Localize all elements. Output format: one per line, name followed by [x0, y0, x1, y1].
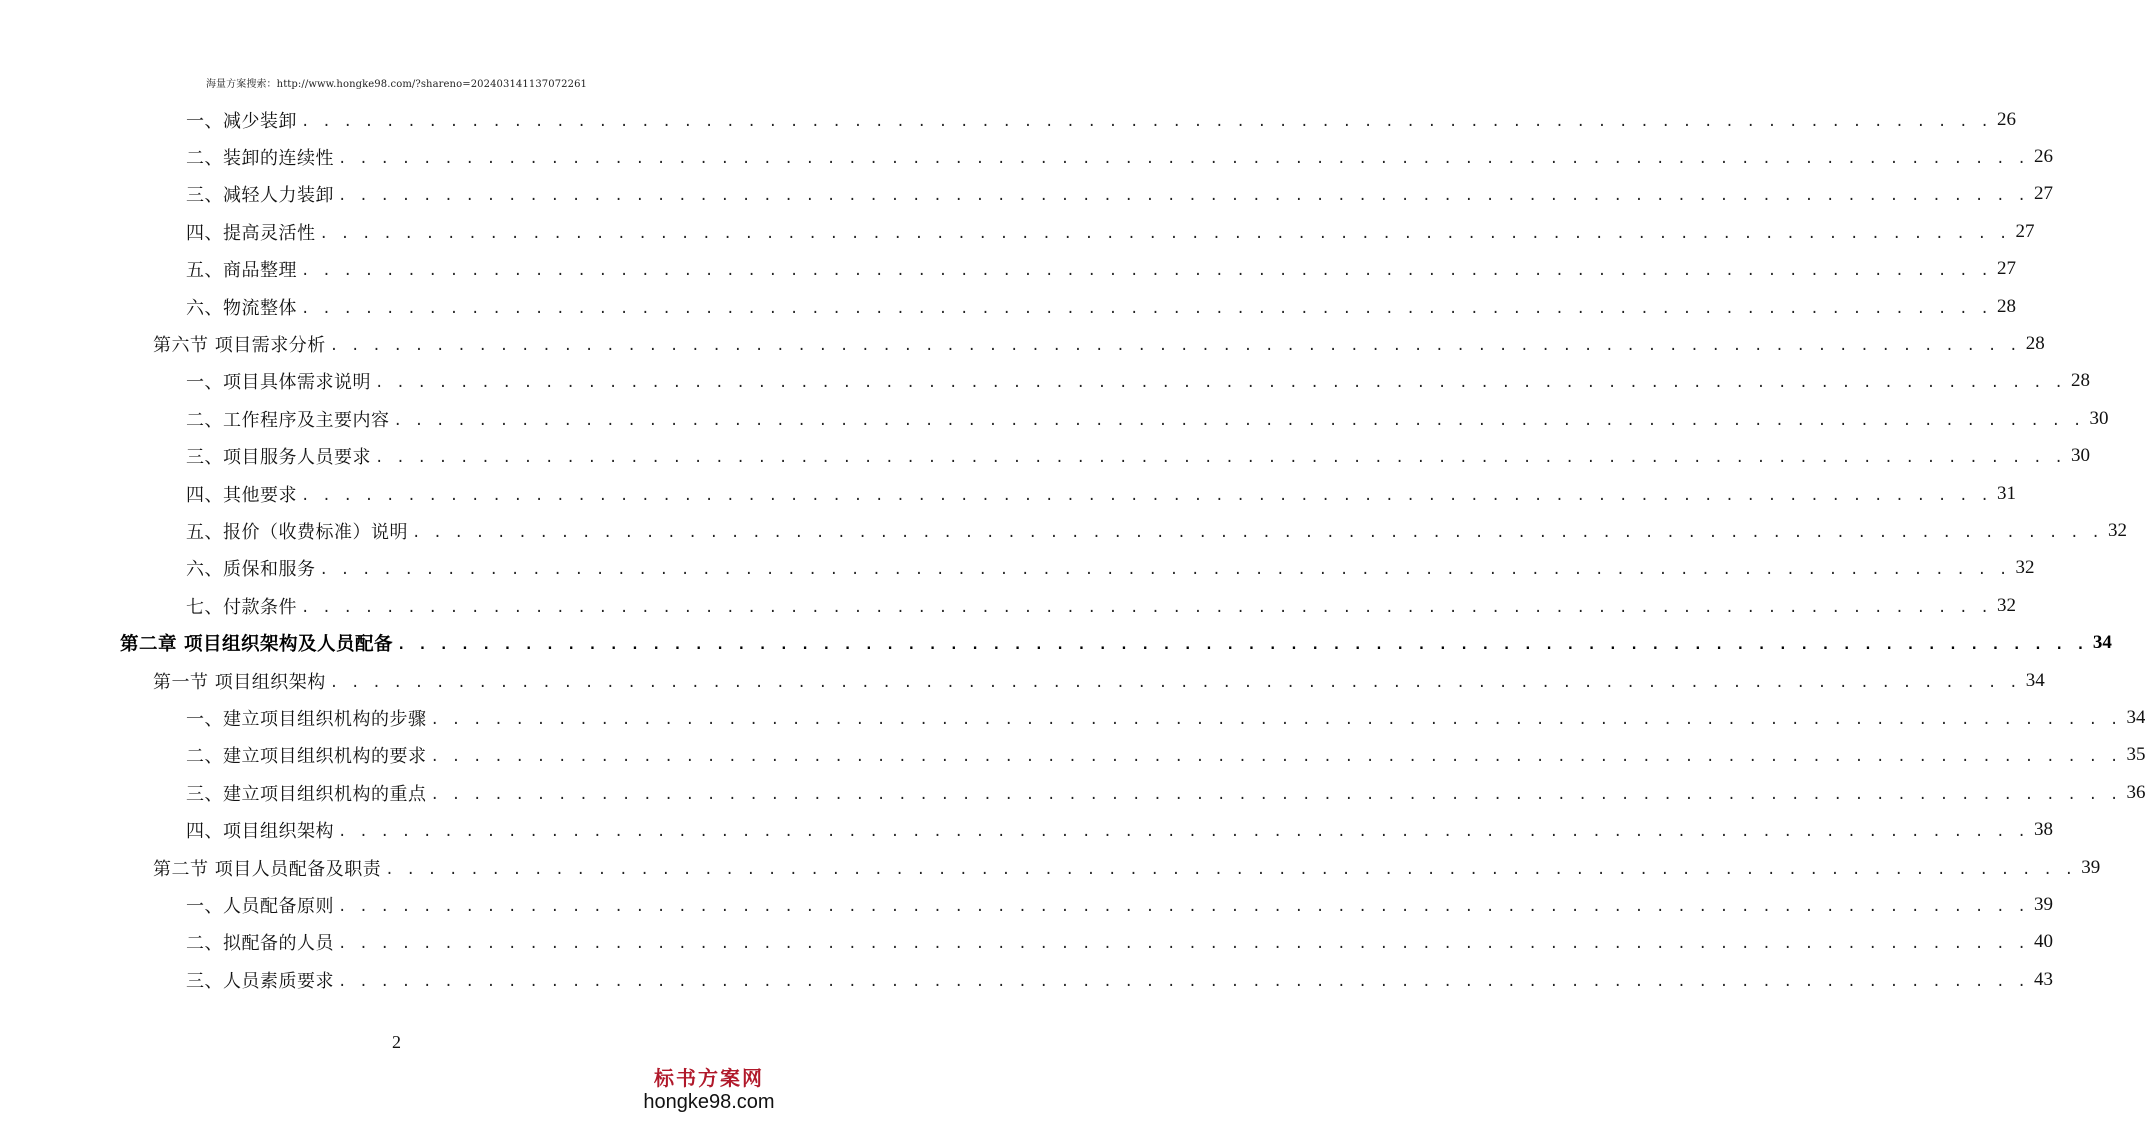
toc-leader-dots: . . . . . . . . . . . . . . . . . . . . . . . . . . . . . . . . . . . . . . . . . . . . . . . . . . . . . . . . . . . . . . . . . . . . . . . . . . . . . . . .	[301, 113, 1991, 130]
toc-entry-page: 30	[2089, 407, 2109, 429]
toc-entry-page: 32	[2107, 519, 2127, 541]
watermark-title: 标书方案网	[654, 1066, 764, 1090]
toc-entry-item[interactable]	[0, 213, 2035, 250]
toc-leader-dots: . . . . . . . . . . . . . . . . . . . . . . . . . . . . . . . . . . . . . . . . . . . . . . . . . . . . . . . . . . . . . . . . . . . . . . . . . . . . . . . .	[338, 151, 2028, 168]
toc-entry-label: 六、物流整体	[186, 294, 301, 320]
toc-entry-label: 第一节 项目组织架构	[153, 668, 330, 694]
toc-entry-item[interactable]	[0, 924, 2053, 961]
toc-entry-page: 26	[2033, 146, 2053, 168]
toc-entry-item[interactable]	[0, 774, 2145, 811]
toc-leader-dots: . . . . . . . . . . . . . . . . . . . . . . . . . . . . . . . . . . . . . . . . . . . . . . . . . . . . . . . . . . . . . . . . . . . . . . . . . . . . . . . .	[301, 599, 1991, 616]
toc-entry-item[interactable]	[0, 550, 2035, 587]
toc-entry-label: 五、报价（收费标准）说明	[186, 518, 412, 544]
toc-leader-dots: . . . . . . . . . . . . . . . . . . . . . . . . . . . . . . . . . . . . . . . . . . . . . . . . . . . . . . . . . . . . . . . . . . . . . . . . . . . . . . . .	[301, 300, 1991, 317]
toc-leader-dots: . . . . . . . . . . . . . . . . . . . . . . . . . . . . . . . . . . . . . . . . . . . . . . . . . . . . . . . . . . . . . . . . . . . . . . . . . . . . . . . .	[338, 936, 2028, 953]
toc-entry-label: 一、人员配备原则	[186, 892, 338, 918]
toc-entry-section[interactable]	[0, 849, 2101, 886]
toc-leader-dots: . . . . . . . . . . . . . . . . . . . . . . . . . . . . . . . . . . . . . . . . . . . . . . . . . . . . . . . . . . . . . . . . . . . . . . . . . . . . . . . .	[301, 263, 1991, 280]
toc-entry-label: 四、其他要求	[186, 481, 301, 507]
toc-entry-item[interactable]	[0, 138, 2053, 175]
toc-entry-label: 二、拟配备的人员	[186, 929, 338, 955]
toc-entry-section[interactable]	[0, 662, 2045, 699]
toc-entry-label: 二、工作程序及主要内容	[186, 406, 394, 432]
toc-leader-dots: . . . . . . . . . . . . . . . . . . . . . . . . . . . . . . . . . . . . . . . . . . . . . . . . . . . . . . . . . . . . . . . . . . . . . . . . . . . . . . . .	[319, 225, 2010, 242]
toc-entry-page: 43	[2033, 968, 2053, 990]
toc-entry-label: 二、装卸的连续性	[186, 144, 338, 170]
toc-entry-item[interactable]	[0, 811, 2053, 848]
toc-entry-page: 39	[2033, 893, 2053, 915]
toc-entry-page: 34	[2025, 669, 2045, 691]
toc-leader-dots: . . . . . . . . . . . . . . . . . . . . . . . . . . . . . . . . . . . . . . . . . . . . . . . . . . . . . . . . . . . . . . . . . . . . . . . . . . . . . . . .	[338, 824, 2028, 841]
toc-entry-label: 第六节 项目需求分析	[153, 331, 330, 357]
toc-entry-label: 三、建立项目组织机构的重点	[186, 780, 431, 806]
toc-entry-item[interactable]	[0, 400, 2109, 437]
toc-entry-label: 第二节 项目人员配备及职责	[153, 855, 385, 881]
toc-entry-label: 四、项目组织架构	[186, 817, 338, 843]
toc-leader-dots: . . . . . . . . . . . . . . . . . . . . . . . . . . . . . . . . . . . . . . . . . . . . . . . . . . . . . . . . . . . . . . . . . . . . . . . . . . . . . . . .	[338, 973, 2028, 990]
toc-entry-item[interactable]	[0, 512, 2127, 549]
toc-entry-page: 39	[2081, 856, 2101, 878]
table-of-contents	[0, 101, 2145, 998]
toc-entry-label: 五、商品整理	[186, 256, 301, 282]
toc-leader-dots: . . . . . . . . . . . . . . . . . . . . . . . . . . . . . . . . . . . . . . . . . . . . . . . . . . . . . . . . . . . . . . . . . . . . . . . . . . . . . . . .	[329, 674, 2020, 691]
toc-entry-label: 三、减轻人力装卸	[186, 181, 338, 207]
toc-leader-dots: . . . . . . . . . . . . . . . . . . . . . . . . . . . . . . . . . . . . . . . . . . . . . . . . . . . . . . . . . . . . . . . . . . . . . . . . . . . . . . . .	[412, 524, 2102, 541]
toc-entry-item[interactable]	[0, 886, 2053, 923]
toc-entry-page: 34	[2092, 632, 2112, 654]
toc-leader-dots: . . . . . . . . . . . . . . . . . . . . . . . . . . . . . . . . . . . . . . . . . . . . . . . . . . . . . . . . . . . . . . . . . . . . . . . . . . . . . . . .	[329, 338, 2020, 355]
toc-entry-page: 38	[2033, 819, 2053, 841]
toc-entry-item[interactable]	[0, 101, 2016, 138]
watermark-logo	[639, 1066, 779, 1114]
toc-entry-item[interactable]	[0, 176, 2053, 213]
toc-entry-item[interactable]	[0, 587, 2016, 624]
toc-leader-dots: . . . . . . . . . . . . . . . . . . . . . . . . . . . . . . . . . . . . . . . . . . . . . . . . . . . . . . . . . . . . . . . . . . . . . . . . . . . . . . . .	[430, 711, 2121, 728]
toc-entry-page: 28	[2025, 333, 2045, 355]
toc-entry-item[interactable]	[0, 251, 2016, 288]
toc-entry-label: 二、建立项目组织机构的要求	[186, 742, 431, 768]
watermark-domain: hongke98.com	[643, 1091, 775, 1113]
toc-entry-page: 35	[2126, 744, 2145, 766]
toc-leader-dots: . . . . . . . . . . . . . . . . . . . . . . . . . . . . . . . . . . . . . . . . . . . . . . . . . . . . . . . . . . . . . . . . . . . . . . . . . . . . . . . .	[385, 861, 2076, 878]
page-number: 2	[392, 1032, 401, 1052]
toc-leader-dots: . . . . . . . . . . . . . . . . . . . . . . . . . . . . . . . . . . . . . . . . . . . . . . . . . . . . . . . . . . . . . . . . . . . . . . . . . . . . . . . .	[375, 450, 2065, 467]
toc-entry-page: 28	[2070, 370, 2090, 392]
toc-entry-item[interactable]	[0, 475, 2016, 512]
toc-entry-item[interactable]	[0, 438, 2090, 475]
toc-entry-label: 一、减少装卸	[186, 107, 301, 133]
toc-entry-label: 三、项目服务人员要求	[186, 443, 375, 469]
toc-entry-item[interactable]	[0, 961, 2053, 998]
toc-entry-label: 七、付款条件	[186, 593, 301, 619]
toc-leader-dots: . . . . . . . . . . . . . . . . . . . . . . . . . . . . . . . . . . . . . . . . . . . . . . . . . . . . . . . . . . . . . . . . . . . . . . . . . . . . . . . .	[301, 487, 1991, 504]
toc-entry-label: 三、人员素质要求	[186, 967, 338, 993]
toc-entry-page: 27	[2015, 220, 2035, 242]
toc-entry-page: 26	[1996, 108, 2016, 130]
toc-entry-item[interactable]	[0, 699, 2145, 736]
toc-entry-item[interactable]	[0, 363, 2090, 400]
toc-entry-page: 32	[1996, 594, 2016, 616]
toc-leader-dots: . . . . . . . . . . . . . . . . . . . . . . . . . . . . . . . . . . . . . . . . . . . . . . . . . . . . . . . . . . . . . . . . . . . . . . . . . . . . . . . .	[430, 749, 2121, 766]
toc-entry-page: 32	[2015, 557, 2035, 579]
page-header-url: 海量方案搜索：http://www.hongke98.com/?shareno=202403141137072261	[205, 79, 588, 90]
toc-entry-label: 一、建立项目组织机构的步骤	[186, 705, 431, 731]
toc-leader-dots: . . . . . . . . . . . . . . . . . . . . . . . . . . . . . . . . . . . . . . . . . . . . . . . . . . . . . . . . . . . . . . . . . . . . . . . . . . . . . . . .	[393, 412, 2084, 429]
toc-entry-label: 四、提高灵活性	[186, 219, 320, 245]
toc-entry-label: 六、质保和服务	[186, 555, 320, 581]
toc-entry-label: 第二章 项目组织架构及人员配备	[120, 630, 397, 656]
toc-leader-dots: . . . . . . . . . . . . . . . . . . . . . . . . . . . . . . . . . . . . . . . . . . . . . . . . . . . . . . . . . . . . . . . . . . . . . . . . . . . . . . . .	[430, 786, 2121, 803]
toc-entry-page: 27	[2033, 183, 2053, 205]
toc-leader-dots: . . . . . . . . . . . . . . . . . . . . . . . . . . . . . . . . . . . . . . . . . . . . . . . . . . . . . . . . . . . . . . . . . . . . . . . . . . . . . . . .	[338, 188, 2028, 205]
toc-entry-page: 30	[2070, 445, 2090, 467]
toc-entry-page: 34	[2126, 706, 2145, 728]
toc-leader-dots: . . . . . . . . . . . . . . . . . . . . . . . . . . . . . . . . . . . . . . . . . . . . . . . . . . . . . . . . . . . . . . . . . . . . . . . . . . . . . . . .	[338, 898, 2028, 915]
toc-entry-page: 27	[1996, 258, 2016, 280]
toc-entry-item[interactable]	[0, 737, 2145, 774]
toc-leader-dots: . . . . . . . . . . . . . . . . . . . . . . . . . . . . . . . . . . . . . . . . . . . . . . . . . . . . . . . . . . . . . . . . . . . . . . . . . . . . . . . .	[375, 375, 2065, 392]
toc-entry-page: 28	[1996, 295, 2016, 317]
toc-entry-page: 40	[2033, 931, 2053, 953]
toc-entry-item[interactable]	[0, 288, 2016, 325]
toc-entry-page: 31	[1996, 482, 2016, 504]
toc-entry-page: 36	[2126, 781, 2145, 803]
toc-entry-label: 一、项目具体需求说明	[186, 368, 375, 394]
toc-entry-section[interactable]	[0, 325, 2045, 362]
toc-entry-chapter[interactable]	[0, 624, 2112, 661]
toc-leader-dots: . . . . . . . . . . . . . . . . . . . . . . . . . . . . . . . . . . . . . . . . . . . . . . . . . . . . . . . . . . . . . . . . . . . . . . . . . . . . . . . .	[319, 562, 2010, 579]
toc-leader-dots: . . . . . . . . . . . . . . . . . . . . . . . . . . . . . . . . . . . . . . . . . . . . . . . . . . . . . . . . . . . . . . . . . . . . . . . . . . . . . . . .	[396, 637, 2087, 654]
